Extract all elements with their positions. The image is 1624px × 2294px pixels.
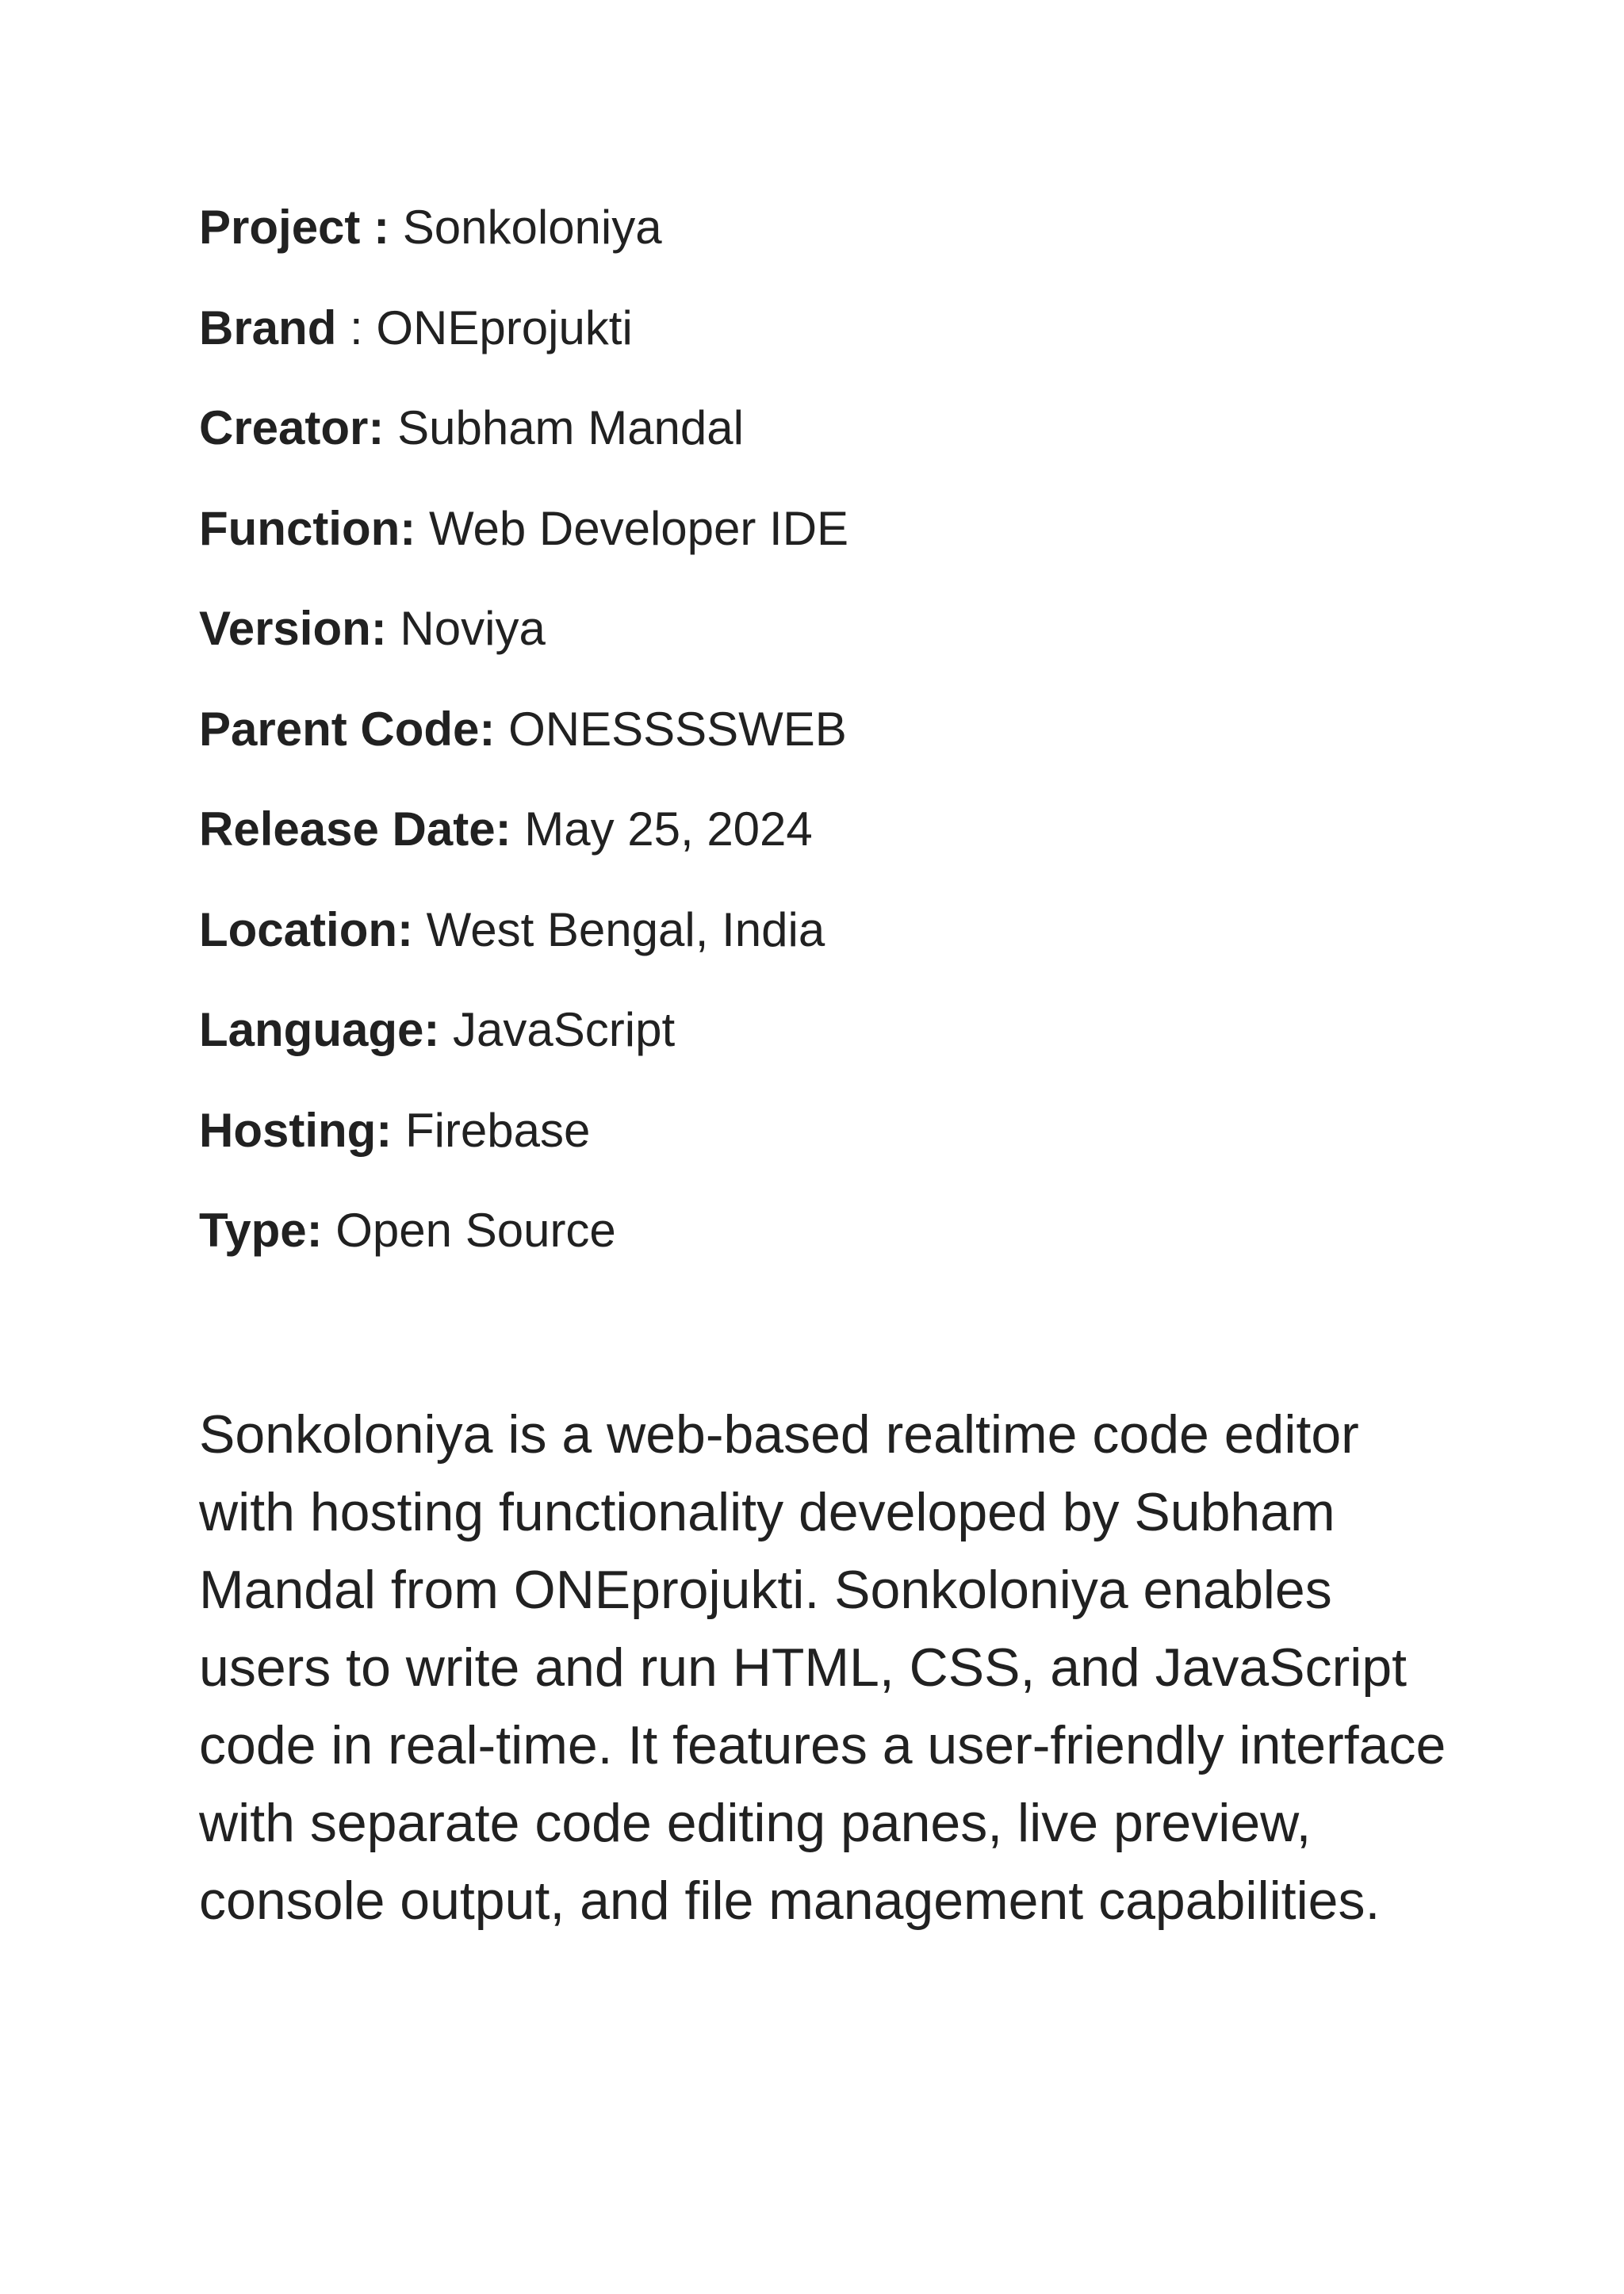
detail-label: Language: [199,1003,440,1056]
detail-release-date [199,797,1436,898]
detail-label: Version: [199,602,387,655]
detail-label: Function: [199,501,416,555]
detail-value: Subham Mandal [397,401,744,454]
detail-location [199,898,1436,998]
detail-label: Creator: [199,401,385,454]
detail-parent-code [199,697,1436,798]
detail-value: Firebase [404,1103,591,1157]
detail-label: Location: [199,902,413,956]
detail-project [199,195,1436,296]
detail-value: JavaScript [453,1003,676,1056]
detail-value: ONESSSSWEB [508,702,847,756]
project-description: Sonkoloniya is a web-based realtime code editor with hosting functionality developed by Subham Mandal from ONEprojukti. Sonkoloniya enables users to write and run HTML, CSS, and JavaScript code in real-time. It features a user-friendly interface with separate code editing panes, live preview, console output, and file management capabilities. [199,1404,1446,1931]
detail-value: Web Developer IDE [428,501,849,555]
detail-version [199,596,1436,697]
detail-label: Brand [199,301,337,354]
detail-value: Sonkoloniya [402,201,662,254]
detail-hosting [199,1098,1436,1199]
detail-value: Open Source [335,1204,616,1257]
detail-value: West Bengal, India [426,902,825,956]
detail-language [199,998,1436,1098]
detail-label: Type: [199,1204,323,1257]
detail-label: Release Date: [199,802,511,856]
detail-label: Hosting: [199,1103,393,1157]
detail-label: Parent Code: [199,702,496,756]
detail-label: Project : [199,201,390,254]
detail-value: : ONEprojukti [350,301,633,354]
detail-value: May 25, 2024 [524,802,813,856]
project-details-list [199,195,1436,1299]
detail-type [199,1198,1436,1299]
detail-value: Noviya [400,602,546,655]
detail-creator [199,396,1436,496]
detail-brand [199,296,1436,396]
detail-function [199,496,1436,597]
